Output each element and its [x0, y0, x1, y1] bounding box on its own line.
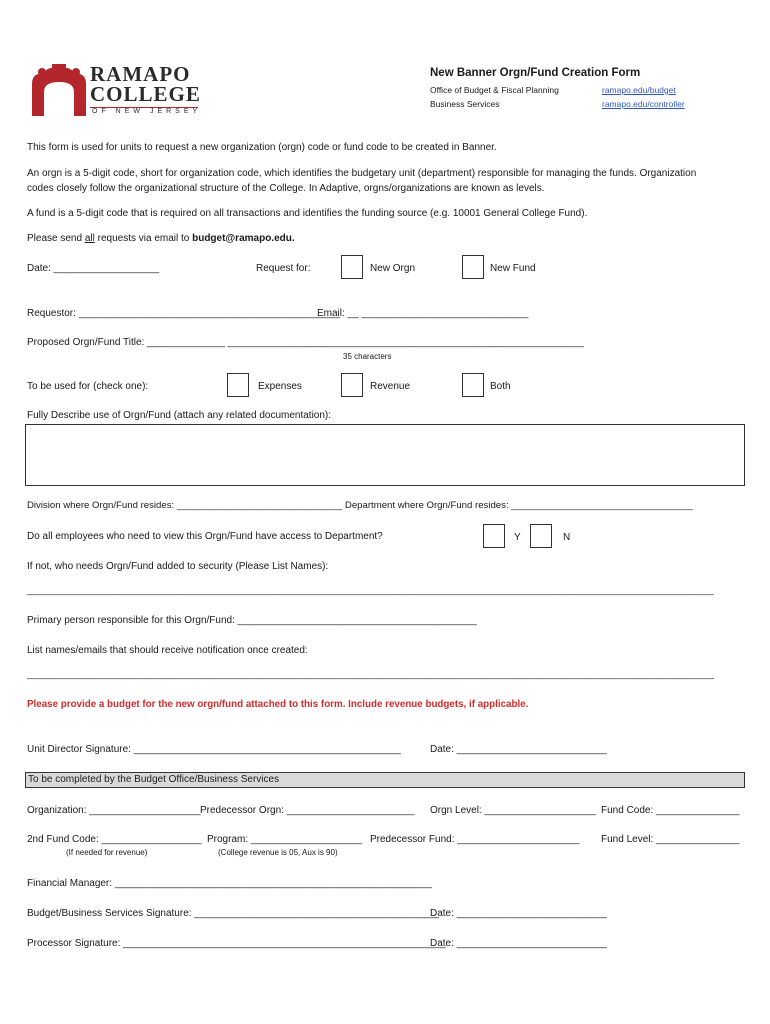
both-checkbox[interactable]	[462, 373, 484, 397]
new-fund-checkbox[interactable]	[462, 255, 484, 279]
predecessor-fund-field[interactable]: Predecessor Fund: ______________________	[370, 834, 580, 845]
new-fund-label: New Fund	[490, 263, 536, 274]
division-department-field[interactable]: Division where Orgn/Fund resides: _______________________________ Department where Orgn/Fund resides: __________________________________	[27, 500, 693, 511]
intro-p1: This form is used for units to request a new organization (orgn) code or fund code to be created in Banner.	[27, 142, 497, 153]
logo-line-ramapo: RAMAPO	[90, 62, 191, 86]
intro-p4-pre: Please send	[27, 233, 85, 244]
unit-director-date[interactable]: Date: ___________________________	[430, 744, 607, 755]
orgn-level-field[interactable]: Orgn Level: ____________________	[430, 805, 596, 816]
budget-note: Please provide a budget for the new orgn/fund attached to this form. Include revenue budgets, if applicable.	[27, 699, 529, 710]
financial-manager-field[interactable]: Financial Manager: _________________________________________________________	[27, 878, 432, 889]
intro-p4-mid: requests via email to	[94, 233, 193, 244]
logo-line-college: COLLEGE	[90, 82, 201, 106]
intro-p4	[27, 231, 295, 246]
no-checkbox[interactable]	[530, 524, 552, 548]
form-title: New Banner Orgn/Fund Creation Form	[430, 67, 641, 79]
budget-link[interactable]: ramapo.edu/budget	[602, 85, 676, 95]
date-field[interactable]: Date: ___________________	[27, 263, 160, 274]
describe-label: Fully Describe use of Orgn/Fund (attach any related documentation):	[27, 410, 332, 421]
unit-director-signature[interactable]: Unit Director Signature: ________________________________________________	[27, 744, 401, 755]
organization-field[interactable]: Organization: ____________________	[27, 805, 201, 816]
describe-textarea[interactable]	[25, 424, 745, 486]
requestor-field[interactable]: Requestor: _______________________________________________	[27, 308, 341, 319]
budget-services-signature[interactable]: Budget/Business Services Signature: ____________________________________________	[27, 908, 440, 919]
yes-label: Y	[514, 532, 521, 543]
arch-emblem-icon	[30, 62, 88, 118]
intro-p4-all: all	[84, 233, 95, 244]
proposed-title-field[interactable]: Proposed Orgn/Fund Title: ______________ ________________________________________________________________	[27, 337, 584, 348]
chars-note: 35 characters	[343, 352, 392, 361]
primary-person-field[interactable]: Primary person responsible for this Orgn/Fund: ___________________________________________	[27, 615, 477, 626]
program-field[interactable]: Program: ____________________	[207, 834, 363, 845]
no-label: N	[563, 532, 571, 543]
controller-link[interactable]: ramapo.edu/controller	[602, 99, 685, 109]
processor-signature[interactable]: Processor Signature: __________________________________________________________	[27, 938, 446, 949]
logo-line-nj: OF NEW JERSEY	[92, 108, 202, 115]
office-budget-label: Office of Budget & Fiscal Planning	[430, 85, 559, 95]
intro-p3: A fund is a 5-digit code that is required on all transactions and identifies the funding source (e.g. 10001 General College Fund).	[27, 208, 588, 219]
expenses-label: Expenses	[258, 381, 302, 392]
college-revenue-note: (College revenue is 05, Aux is 90)	[218, 848, 338, 857]
yes-checkbox[interactable]	[483, 524, 505, 548]
if-needed-note: (If needed for revenue)	[66, 848, 148, 857]
security-names-line[interactable]: __________________________________________________________________________________________________________________________________	[27, 585, 714, 596]
email-field[interactable]: Email: __ ______________________________	[317, 308, 529, 319]
used-for-label: To be used for (check one):	[27, 381, 149, 392]
college-logo	[30, 62, 200, 118]
revenue-checkbox[interactable]	[341, 373, 363, 397]
access-question: Do all employees who need to view this Orgn/Fund have access to Department?	[27, 531, 383, 542]
both-label: Both	[490, 381, 511, 392]
request-for-label: Request for:	[256, 263, 311, 274]
second-fund-code-field[interactable]: 2nd Fund Code: __________________	[27, 834, 202, 845]
new-orgn-label: New Orgn	[370, 263, 416, 274]
intro-p2-line1: An orgn is a 5-digit code, short for organization code, which identifies the budgetary unit (department) responsible for managing the funds. Organization	[27, 168, 697, 179]
office-section-title: To be completed by the Budget Office/Business Services	[28, 774, 280, 785]
expenses-checkbox[interactable]	[227, 373, 249, 397]
new-orgn-checkbox[interactable]	[341, 255, 363, 279]
notify-label: List names/emails that should receive notification once created:	[27, 645, 308, 656]
fund-level-field[interactable]: Fund Level: _______________	[601, 834, 740, 845]
budget-services-date[interactable]: Date: ___________________________	[430, 908, 607, 919]
intro-p2-line2: codes closely follow the organizational structure of the College. In Adaptive, orgns/organizations are known as levels.	[27, 183, 545, 194]
revenue-label: Revenue	[370, 381, 411, 392]
fund-code-field[interactable]: Fund Code: _______________	[601, 805, 740, 816]
notify-names-line[interactable]: __________________________________________________________________________________________________________________________________	[27, 669, 714, 680]
office-business-label: Business Services	[430, 99, 500, 109]
processor-date[interactable]: Date: ___________________________	[430, 938, 607, 949]
security-label: If not, who needs Orgn/Fund added to security (Please List Names):	[27, 561, 329, 572]
budget-email: budget@ramapo.edu.	[192, 233, 295, 244]
predecessor-orgn-field[interactable]: Predecessor Orgn: _______________________	[200, 805, 415, 816]
